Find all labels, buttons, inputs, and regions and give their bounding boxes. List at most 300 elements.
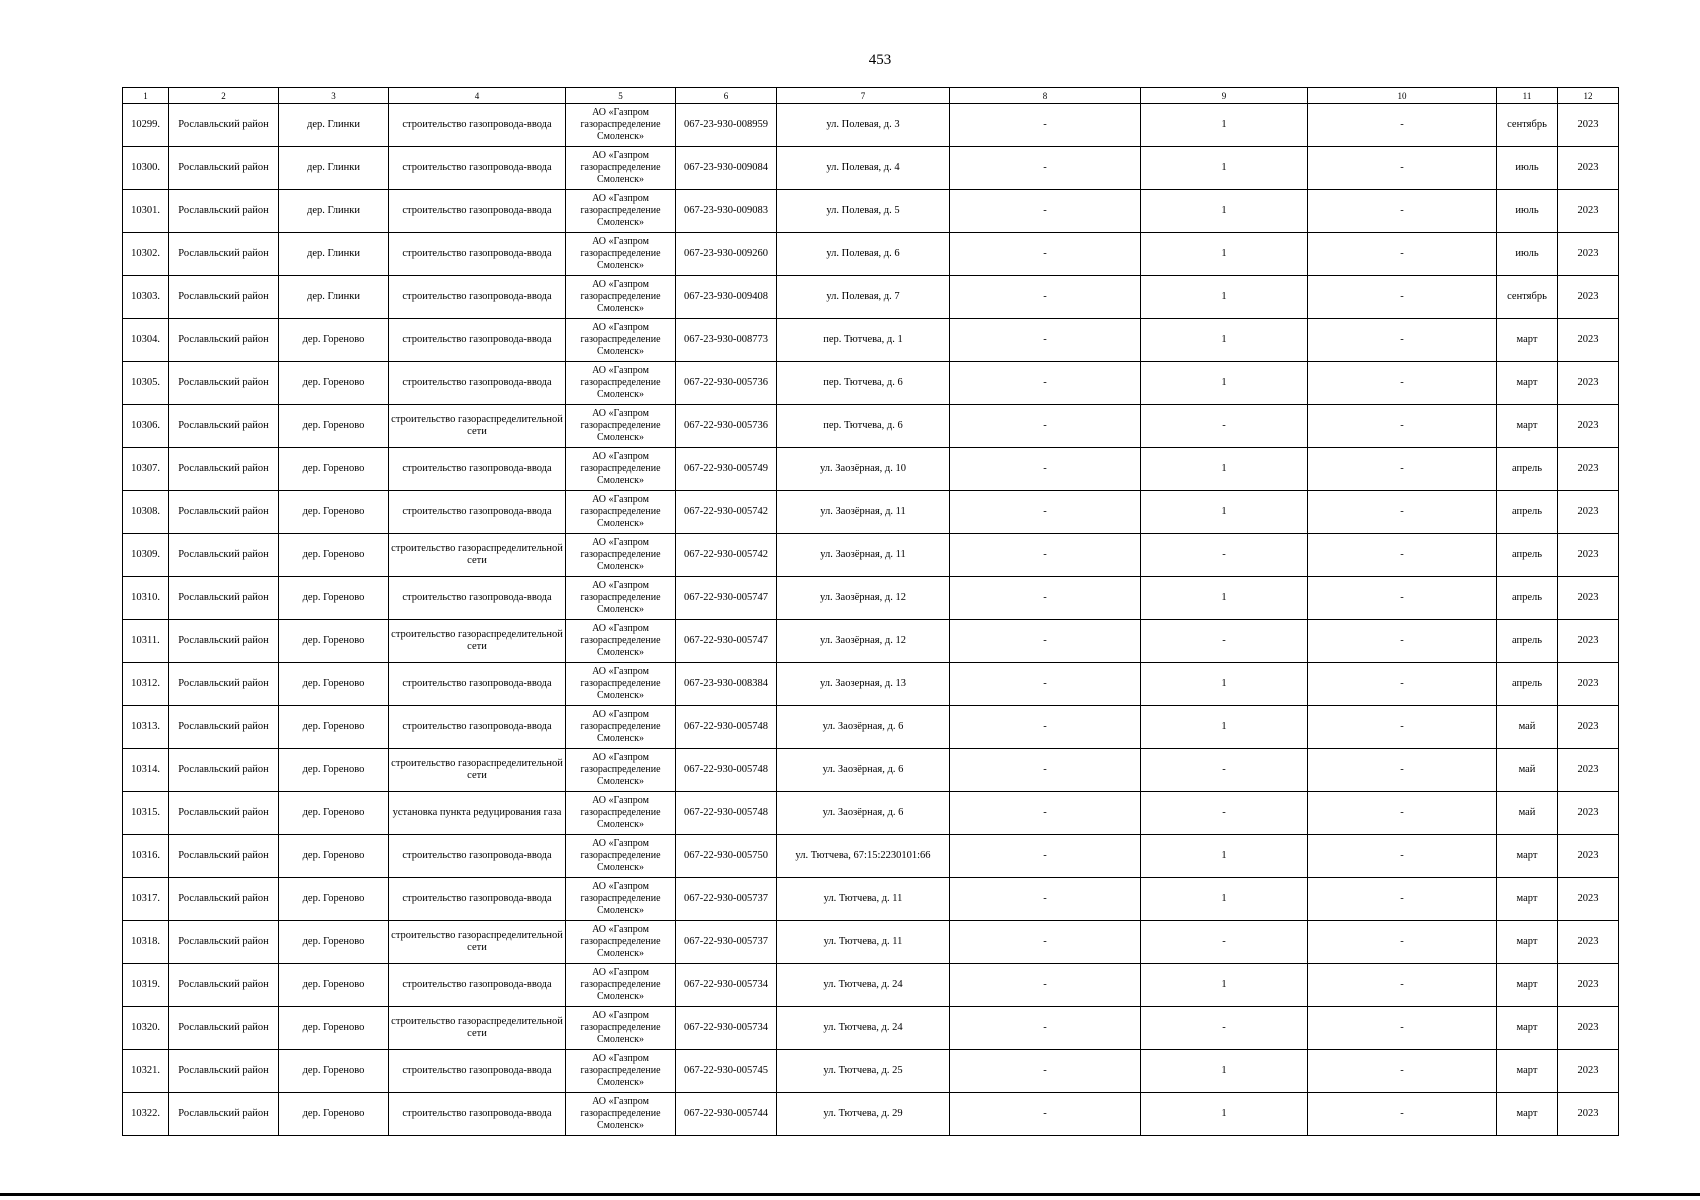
work-type-cell: строительство газопровода-ввода [389, 276, 566, 319]
month-cell: июль [1497, 233, 1558, 276]
column-8-cell: - [950, 190, 1141, 233]
month-cell: апрель [1497, 491, 1558, 534]
column-9-cell: 1 [1141, 706, 1308, 749]
work-type-cell: строительство газопровода-ввода [389, 104, 566, 147]
work-type-cell: строительство газопровода-ввода [389, 448, 566, 491]
locality-cell: дер. Гореново [279, 405, 389, 448]
column-10-cell: - [1308, 319, 1497, 362]
table-row [123, 319, 1619, 362]
month-cell: март [1497, 1007, 1558, 1050]
table-row [123, 190, 1619, 233]
year-cell: 2023 [1558, 964, 1619, 1007]
address-cell: пер. Тютчева, д. 6 [777, 405, 950, 448]
row-number: 10313. [123, 706, 169, 749]
column-10-cell: - [1308, 878, 1497, 921]
row-number: 10303. [123, 276, 169, 319]
row-number: 10304. [123, 319, 169, 362]
column-8-cell: - [950, 1050, 1141, 1093]
registration-code-cell: 067-23-930-008384 [676, 663, 777, 706]
column-9-cell: 1 [1141, 190, 1308, 233]
address-cell: ул. Заозерная, д. 13 [777, 663, 950, 706]
registration-code-cell: 067-22-930-005747 [676, 577, 777, 620]
column-10-cell: - [1308, 706, 1497, 749]
column-9-cell: 1 [1141, 491, 1308, 534]
column-10-cell: - [1308, 448, 1497, 491]
column-10-cell: - [1308, 1050, 1497, 1093]
address-cell: пер. Тютчева, д. 1 [777, 319, 950, 362]
column-8-cell: - [950, 448, 1141, 491]
table-row [123, 1093, 1619, 1136]
registration-code-cell: 067-22-930-005737 [676, 878, 777, 921]
locality-cell: дер. Гореново [279, 620, 389, 663]
year-cell: 2023 [1558, 835, 1619, 878]
locality-cell: дер. Гореново [279, 835, 389, 878]
row-number: 10307. [123, 448, 169, 491]
year-cell: 2023 [1558, 706, 1619, 749]
row-number: 10305. [123, 362, 169, 405]
organization-cell: АО «Газпром газораспределение Смоленск» [566, 319, 676, 362]
column-10-cell: - [1308, 147, 1497, 190]
column-10-cell: - [1308, 663, 1497, 706]
year-cell: 2023 [1558, 276, 1619, 319]
registration-code-cell: 067-22-930-005742 [676, 534, 777, 577]
column-9-cell: - [1141, 1007, 1308, 1050]
column-8-cell: - [950, 147, 1141, 190]
locality-cell: дер. Гореново [279, 491, 389, 534]
work-type-cell: строительство газораспределительной сети [389, 620, 566, 663]
column-9-cell: 1 [1141, 1050, 1308, 1093]
table-row [123, 104, 1619, 147]
locality-cell: дер. Гореново [279, 749, 389, 792]
address-cell: пер. Тютчева, д. 6 [777, 362, 950, 405]
bottom-rule [0, 1193, 1700, 1196]
address-cell: ул. Заозёрная, д. 12 [777, 577, 950, 620]
column-number: 9 [1141, 88, 1308, 104]
address-cell: ул. Тютчева, д. 24 [777, 964, 950, 1007]
district-cell: Рославльский район [169, 577, 279, 620]
column-9-cell: - [1141, 921, 1308, 964]
registration-code-cell: 067-22-930-005744 [676, 1093, 777, 1136]
registration-code-cell: 067-22-930-005747 [676, 620, 777, 663]
row-number: 10320. [123, 1007, 169, 1050]
organization-cell: АО «Газпром газораспределение Смоленск» [566, 147, 676, 190]
organization-cell: АО «Газпром газораспределение Смоленск» [566, 620, 676, 663]
column-9-cell: - [1141, 405, 1308, 448]
registration-code-cell: 067-22-930-005748 [676, 706, 777, 749]
locality-cell: дер. Глинки [279, 104, 389, 147]
month-cell: май [1497, 706, 1558, 749]
table-row [123, 706, 1619, 749]
table-row [123, 835, 1619, 878]
month-cell: май [1497, 792, 1558, 835]
work-type-cell: строительство газопровода-ввода [389, 319, 566, 362]
registration-code-cell: 067-23-930-008773 [676, 319, 777, 362]
locality-cell: дер. Гореново [279, 663, 389, 706]
column-8-cell: - [950, 577, 1141, 620]
work-type-cell: строительство газопровода-ввода [389, 233, 566, 276]
district-cell: Рославльский район [169, 964, 279, 1007]
row-number: 10317. [123, 878, 169, 921]
month-cell: март [1497, 319, 1558, 362]
district-cell: Рославльский район [169, 405, 279, 448]
row-number: 10309. [123, 534, 169, 577]
organization-cell: АО «Газпром газораспределение Смоленск» [566, 233, 676, 276]
column-10-cell: - [1308, 233, 1497, 276]
district-cell: Рославльский район [169, 835, 279, 878]
locality-cell: дер. Глинки [279, 233, 389, 276]
table-row [123, 276, 1619, 319]
year-cell: 2023 [1558, 663, 1619, 706]
column-9-cell: 1 [1141, 1093, 1308, 1136]
address-cell: ул. Тютчева, д. 11 [777, 921, 950, 964]
district-cell: Рославльский район [169, 792, 279, 835]
table-row [123, 147, 1619, 190]
year-cell: 2023 [1558, 534, 1619, 577]
column-8-cell: - [950, 405, 1141, 448]
organization-cell: АО «Газпром газораспределение Смоленск» [566, 362, 676, 405]
table-row [123, 792, 1619, 835]
registration-code-cell: 067-22-930-005742 [676, 491, 777, 534]
column-number: 1 [123, 88, 169, 104]
registration-code-cell: 067-23-930-009260 [676, 233, 777, 276]
work-type-cell: строительство газопровода-ввода [389, 835, 566, 878]
column-10-cell: - [1308, 835, 1497, 878]
registration-code-cell: 067-22-930-005737 [676, 921, 777, 964]
column-10-cell: - [1308, 964, 1497, 1007]
address-cell: ул. Полевая, д. 7 [777, 276, 950, 319]
district-cell: Рославльский район [169, 706, 279, 749]
month-cell: март [1497, 878, 1558, 921]
row-number: 10315. [123, 792, 169, 835]
column-8-cell: - [950, 534, 1141, 577]
registration-code-cell: 067-23-930-009408 [676, 276, 777, 319]
column-number: 7 [777, 88, 950, 104]
column-10-cell: - [1308, 749, 1497, 792]
month-cell: март [1497, 964, 1558, 1007]
locality-cell: дер. Гореново [279, 362, 389, 405]
column-8-cell: - [950, 921, 1141, 964]
locality-cell: дер. Гореново [279, 792, 389, 835]
organization-cell: АО «Газпром газораспределение Смоленск» [566, 749, 676, 792]
column-8-cell: - [950, 749, 1141, 792]
address-cell: ул. Заозёрная, д. 6 [777, 749, 950, 792]
column-8-cell: - [950, 964, 1141, 1007]
table-row [123, 1050, 1619, 1093]
column-8-cell: - [950, 663, 1141, 706]
year-cell: 2023 [1558, 749, 1619, 792]
column-10-cell: - [1308, 491, 1497, 534]
column-9-cell: - [1141, 620, 1308, 663]
district-cell: Рославльский район [169, 1007, 279, 1050]
year-cell: 2023 [1558, 1050, 1619, 1093]
column-10-cell: - [1308, 362, 1497, 405]
year-cell: 2023 [1558, 233, 1619, 276]
month-cell: апрель [1497, 534, 1558, 577]
month-cell: июль [1497, 190, 1558, 233]
address-cell: ул. Заозёрная, д. 6 [777, 706, 950, 749]
locality-cell: дер. Гореново [279, 1050, 389, 1093]
year-cell: 2023 [1558, 921, 1619, 964]
table-row [123, 921, 1619, 964]
column-10-cell: - [1308, 534, 1497, 577]
organization-cell: АО «Газпром газораспределение Смоленск» [566, 491, 676, 534]
row-number: 10321. [123, 1050, 169, 1093]
district-cell: Рославльский район [169, 190, 279, 233]
column-number: 5 [566, 88, 676, 104]
column-8-cell: - [950, 835, 1141, 878]
row-number: 10299. [123, 104, 169, 147]
work-type-cell: установка пункта редуцирования газа [389, 792, 566, 835]
month-cell: март [1497, 1050, 1558, 1093]
organization-cell: АО «Газпром газораспределение Смоленск» [566, 792, 676, 835]
district-cell: Рославльский район [169, 104, 279, 147]
month-cell: март [1497, 1093, 1558, 1136]
organization-cell: АО «Газпром газораспределение Смоленск» [566, 448, 676, 491]
table-row [123, 620, 1619, 663]
table-body [123, 104, 1619, 1136]
registration-code-cell: 067-22-930-005734 [676, 964, 777, 1007]
column-10-cell: - [1308, 104, 1497, 147]
column-9-cell: 1 [1141, 663, 1308, 706]
work-type-cell: строительство газораспределительной сети [389, 405, 566, 448]
year-cell: 2023 [1558, 1093, 1619, 1136]
locality-cell: дер. Гореново [279, 448, 389, 491]
locality-cell: дер. Глинки [279, 147, 389, 190]
organization-cell: АО «Газпром газораспределение Смоленск» [566, 921, 676, 964]
column-10-cell: - [1308, 190, 1497, 233]
column-9-cell: - [1141, 534, 1308, 577]
column-9-cell: 1 [1141, 147, 1308, 190]
year-cell: 2023 [1558, 577, 1619, 620]
column-9-cell: 1 [1141, 233, 1308, 276]
row-number: 10312. [123, 663, 169, 706]
work-type-cell: строительство газораспределительной сети [389, 921, 566, 964]
page-number: 453 [868, 52, 892, 68]
organization-cell: АО «Газпром газораспределение Смоленск» [566, 405, 676, 448]
table-row [123, 534, 1619, 577]
district-cell: Рославльский район [169, 878, 279, 921]
column-9-cell: 1 [1141, 276, 1308, 319]
district-cell: Рославльский район [169, 147, 279, 190]
address-cell: ул. Тютчева, д. 29 [777, 1093, 950, 1136]
locality-cell: дер. Глинки [279, 276, 389, 319]
work-type-cell: строительство газораспределительной сети [389, 749, 566, 792]
work-type-cell: строительство газопровода-ввода [389, 706, 566, 749]
column-9-cell: 1 [1141, 319, 1308, 362]
year-cell: 2023 [1558, 362, 1619, 405]
month-cell: апрель [1497, 577, 1558, 620]
table-row [123, 1007, 1619, 1050]
address-cell: ул. Полевая, д. 6 [777, 233, 950, 276]
registration-code-cell: 067-22-930-005745 [676, 1050, 777, 1093]
column-8-cell: - [950, 792, 1141, 835]
organization-cell: АО «Газпром газораспределение Смоленск» [566, 190, 676, 233]
registration-code-cell: 067-22-930-005748 [676, 749, 777, 792]
organization-cell: АО «Газпром газораспределение Смоленск» [566, 1007, 676, 1050]
registration-code-cell: 067-22-930-005736 [676, 405, 777, 448]
work-type-cell: строительство газопровода-ввода [389, 491, 566, 534]
column-8-cell: - [950, 706, 1141, 749]
registry-table [122, 87, 1619, 1136]
month-cell: июль [1497, 147, 1558, 190]
table-row [123, 405, 1619, 448]
locality-cell: дер. Гореново [279, 706, 389, 749]
address-cell: ул. Заозёрная, д. 11 [777, 534, 950, 577]
column-10-cell: - [1308, 1007, 1497, 1050]
month-cell: март [1497, 921, 1558, 964]
work-type-cell: строительство газопровода-ввода [389, 964, 566, 1007]
address-cell: ул. Заозёрная, д. 10 [777, 448, 950, 491]
work-type-cell: строительство газопровода-ввода [389, 1050, 566, 1093]
column-10-cell: - [1308, 792, 1497, 835]
table-row [123, 663, 1619, 706]
work-type-cell: строительство газопровода-ввода [389, 1093, 566, 1136]
row-number: 10322. [123, 1093, 169, 1136]
table-row [123, 233, 1619, 276]
address-cell: ул. Полевая, д. 4 [777, 147, 950, 190]
year-cell: 2023 [1558, 878, 1619, 921]
district-cell: Рославльский район [169, 276, 279, 319]
work-type-cell: строительство газопровода-ввода [389, 663, 566, 706]
organization-cell: АО «Газпром газораспределение Смоленск» [566, 663, 676, 706]
column-9-cell: - [1141, 749, 1308, 792]
year-cell: 2023 [1558, 405, 1619, 448]
month-cell: март [1497, 405, 1558, 448]
work-type-cell: строительство газораспределительной сети [389, 534, 566, 577]
locality-cell: дер. Гореново [279, 534, 389, 577]
district-cell: Рославльский район [169, 362, 279, 405]
locality-cell: дер. Гореново [279, 1007, 389, 1050]
organization-cell: АО «Газпром газораспределение Смоленск» [566, 878, 676, 921]
row-number: 10310. [123, 577, 169, 620]
address-cell: ул. Заозёрная, д. 11 [777, 491, 950, 534]
address-cell: ул. Тютчева, д. 24 [777, 1007, 950, 1050]
month-cell: апрель [1497, 663, 1558, 706]
registration-code-cell: 067-22-930-005736 [676, 362, 777, 405]
column-number: 10 [1308, 88, 1497, 104]
work-type-cell: строительство газопровода-ввода [389, 362, 566, 405]
row-number: 10316. [123, 835, 169, 878]
month-cell: март [1497, 362, 1558, 405]
district-cell: Рославльский район [169, 448, 279, 491]
registration-code-cell: 067-22-930-005749 [676, 448, 777, 491]
work-type-cell: строительство газопровода-ввода [389, 190, 566, 233]
year-cell: 2023 [1558, 190, 1619, 233]
row-number: 10318. [123, 921, 169, 964]
month-cell: апрель [1497, 448, 1558, 491]
work-type-cell: строительство газопровода-ввода [389, 147, 566, 190]
locality-cell: дер. Гореново [279, 878, 389, 921]
year-cell: 2023 [1558, 491, 1619, 534]
row-number: 10311. [123, 620, 169, 663]
column-number: 6 [676, 88, 777, 104]
organization-cell: АО «Газпром газораспределение Смоленск» [566, 835, 676, 878]
organization-cell: АО «Газпром газораспределение Смоленск» [566, 276, 676, 319]
registration-code-cell: 067-23-930-009083 [676, 190, 777, 233]
column-10-cell: - [1308, 276, 1497, 319]
row-number: 10306. [123, 405, 169, 448]
year-cell: 2023 [1558, 104, 1619, 147]
address-cell: ул. Тютчева, д. 11 [777, 878, 950, 921]
district-cell: Рославльский район [169, 233, 279, 276]
year-cell: 2023 [1558, 620, 1619, 663]
organization-cell: АО «Газпром газораспределение Смоленск» [566, 706, 676, 749]
column-10-cell: - [1308, 620, 1497, 663]
column-8-cell: - [950, 233, 1141, 276]
organization-cell: АО «Газпром газораспределение Смоленск» [566, 577, 676, 620]
column-number: 12 [1558, 88, 1619, 104]
column-8-cell: - [950, 620, 1141, 663]
table-row [123, 878, 1619, 921]
locality-cell: дер. Гореново [279, 1093, 389, 1136]
address-cell: ул. Заозёрная, д. 6 [777, 792, 950, 835]
column-number: 4 [389, 88, 566, 104]
registration-code-cell: 067-23-930-009084 [676, 147, 777, 190]
address-cell: ул. Тютчева, д. 25 [777, 1050, 950, 1093]
column-8-cell: - [950, 1007, 1141, 1050]
row-number: 10308. [123, 491, 169, 534]
locality-cell: дер. Гореново [279, 319, 389, 362]
district-cell: Рославльский район [169, 1093, 279, 1136]
organization-cell: АО «Газпром газораспределение Смоленск» [566, 104, 676, 147]
organization-cell: АО «Газпром газораспределение Смоленск» [566, 534, 676, 577]
organization-cell: АО «Газпром газораспределение Смоленск» [566, 964, 676, 1007]
column-9-cell: 1 [1141, 835, 1308, 878]
column-10-cell: - [1308, 577, 1497, 620]
row-number: 10319. [123, 964, 169, 1007]
month-cell: сентябрь [1497, 276, 1558, 319]
column-number: 2 [169, 88, 279, 104]
column-10-cell: - [1308, 921, 1497, 964]
column-8-cell: - [950, 362, 1141, 405]
column-number: 8 [950, 88, 1141, 104]
year-cell: 2023 [1558, 448, 1619, 491]
year-cell: 2023 [1558, 319, 1619, 362]
column-8-cell: - [950, 319, 1141, 362]
year-cell: 2023 [1558, 1007, 1619, 1050]
column-8-cell: - [950, 878, 1141, 921]
work-type-cell: строительство газораспределительной сети [389, 1007, 566, 1050]
column-number: 3 [279, 88, 389, 104]
column-8-cell: - [950, 1093, 1141, 1136]
column-10-cell: - [1308, 405, 1497, 448]
month-cell: апрель [1497, 620, 1558, 663]
locality-cell: дер. Гореново [279, 577, 389, 620]
table-row [123, 448, 1619, 491]
district-cell: Рославльский район [169, 749, 279, 792]
district-cell: Рославльский район [169, 491, 279, 534]
column-number: 11 [1497, 88, 1558, 104]
column-8-cell: - [950, 276, 1141, 319]
work-type-cell: строительство газопровода-ввода [389, 878, 566, 921]
column-9-cell: - [1141, 792, 1308, 835]
column-9-cell: 1 [1141, 448, 1308, 491]
row-number: 10300. [123, 147, 169, 190]
column-10-cell: - [1308, 1093, 1497, 1136]
table-row [123, 964, 1619, 1007]
locality-cell: дер. Гореново [279, 964, 389, 1007]
organization-cell: АО «Газпром газораспределение Смоленск» [566, 1093, 676, 1136]
year-cell: 2023 [1558, 792, 1619, 835]
row-number: 10314. [123, 749, 169, 792]
table-row [123, 749, 1619, 792]
district-cell: Рославльский район [169, 1050, 279, 1093]
row-number: 10301. [123, 190, 169, 233]
month-cell: март [1497, 835, 1558, 878]
registration-code-cell: 067-22-930-005748 [676, 792, 777, 835]
registration-code-cell: 067-22-930-005750 [676, 835, 777, 878]
column-9-cell: 1 [1141, 104, 1308, 147]
